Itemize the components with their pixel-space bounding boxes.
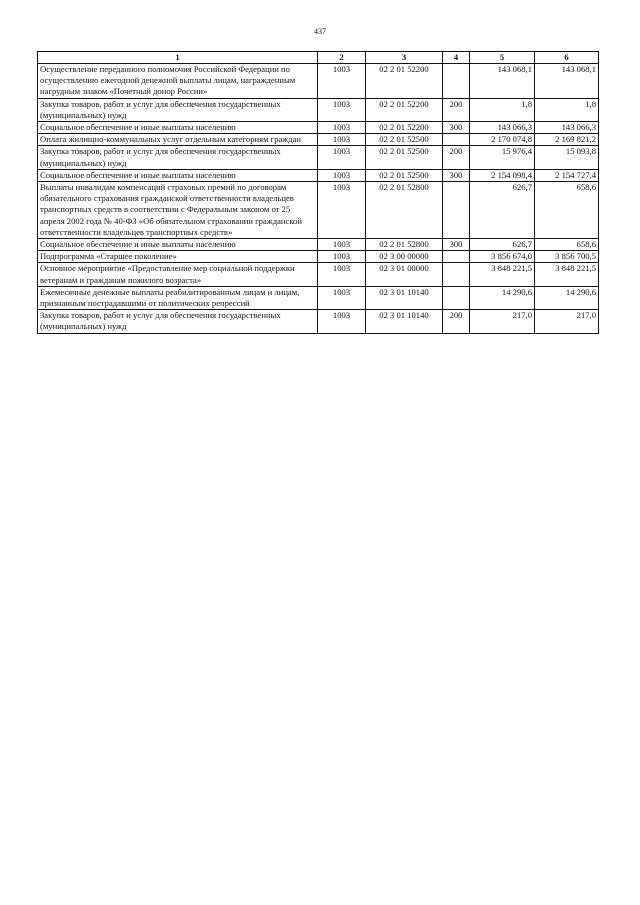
section-code-cell: 1003 bbox=[318, 169, 366, 181]
table-row bbox=[38, 182, 599, 239]
expense-type-cell bbox=[443, 251, 470, 263]
item-name-cell: Социальное обеспечение и иные выплаты населению bbox=[38, 169, 318, 181]
item-name-cell: Социальное обеспечение и иные выплаты населению bbox=[38, 239, 318, 251]
column-header: 5 bbox=[470, 52, 535, 64]
amount-cell: 143 066,3 bbox=[470, 122, 535, 134]
amount-cell: 1,8 bbox=[470, 98, 535, 121]
section-code-cell: 1003 bbox=[318, 239, 366, 251]
amount-cell: 626,7 bbox=[470, 182, 535, 239]
section-code-cell: 1003 bbox=[318, 146, 366, 169]
section-code-cell: 1003 bbox=[318, 64, 366, 99]
amount-cell: 217,0 bbox=[535, 310, 599, 333]
amount-cell: 658,6 bbox=[535, 182, 599, 239]
target-code-cell: 02 2 01 52800 bbox=[366, 182, 443, 239]
amount-cell: 143 068,1 bbox=[535, 64, 599, 99]
amount-cell: 658,6 bbox=[535, 239, 599, 251]
section-code-cell: 1003 bbox=[318, 98, 366, 121]
target-code-cell: 02 3 00 00000 bbox=[366, 251, 443, 263]
target-code-cell: 02 2 01 52500 bbox=[366, 134, 443, 146]
target-code-cell: 02 2 01 52800 bbox=[366, 239, 443, 251]
table-row bbox=[38, 98, 599, 121]
expense-type-cell: 200 bbox=[443, 310, 470, 333]
expense-type-cell bbox=[443, 182, 470, 239]
target-code-cell: 02 2 01 52500 bbox=[366, 146, 443, 169]
table-row bbox=[38, 239, 599, 251]
amount-cell: 2 154 098,4 bbox=[470, 169, 535, 181]
amount-cell: 2 170 074,8 bbox=[470, 134, 535, 146]
budget-table bbox=[37, 51, 599, 334]
amount-cell: 1,8 bbox=[535, 98, 599, 121]
amount-cell: 15 093,8 bbox=[535, 146, 599, 169]
target-code-cell: 02 3 01 00000 bbox=[366, 263, 443, 286]
item-name-cell: Закупка товаров, работ и услуг для обеспечения государственных (муниципальных) нужд bbox=[38, 310, 318, 333]
table-row bbox=[38, 263, 599, 286]
amount-cell: 3 848 221,5 bbox=[535, 263, 599, 286]
expense-type-cell bbox=[443, 64, 470, 99]
item-name-cell: Ежемесячные денежные выплаты реабилитированным лицам и лицам, признанным пострадавшими от политических репрессий bbox=[38, 286, 318, 309]
item-name-cell: Закупка товаров, работ и услуг для обеспечения государственных (муниципальных) нужд bbox=[38, 98, 318, 121]
column-header: 3 bbox=[366, 52, 443, 64]
amount-cell: 3 848 221,5 bbox=[470, 263, 535, 286]
table-row bbox=[38, 251, 599, 263]
column-header: 6 bbox=[535, 52, 599, 64]
amount-cell: 626,7 bbox=[470, 239, 535, 251]
amount-cell: 14 290,6 bbox=[535, 286, 599, 309]
section-code-cell: 1003 bbox=[318, 182, 366, 239]
expense-type-cell bbox=[443, 134, 470, 146]
column-header: 1 bbox=[38, 52, 318, 64]
table-row bbox=[38, 286, 599, 309]
expense-type-cell: 200 bbox=[443, 146, 470, 169]
section-code-cell: 1003 bbox=[318, 286, 366, 309]
amount-cell: 2 169 821,2 bbox=[535, 134, 599, 146]
table-row bbox=[38, 134, 599, 146]
item-name-cell: Осуществление переданного полномочия Российской Федерации по осуществлению ежегодной денежной выплаты лицам, награжденным нагрудным знаком «Почетный донор России» bbox=[38, 64, 318, 99]
amount-cell: 217,0 bbox=[470, 310, 535, 333]
table-row bbox=[38, 122, 599, 134]
column-header: 2 bbox=[318, 52, 366, 64]
expense-type-cell bbox=[443, 263, 470, 286]
target-code-cell: 02 2 01 52200 bbox=[366, 64, 443, 99]
item-name-cell: Основное мероприятие «Предоставление мер социальной поддержки ветеранам и гражданам пожилого возраста» bbox=[38, 263, 318, 286]
amount-cell: 143 068,1 bbox=[470, 64, 535, 99]
header-row bbox=[38, 52, 599, 64]
target-code-cell: 02 3 01 10140 bbox=[366, 286, 443, 309]
expense-type-cell: 200 bbox=[443, 98, 470, 121]
amount-cell: 14 290,6 bbox=[470, 286, 535, 309]
column-header: 4 bbox=[443, 52, 470, 64]
target-code-cell: 02 3 01 10140 bbox=[366, 310, 443, 333]
expense-type-cell bbox=[443, 286, 470, 309]
item-name-cell: Социальное обеспечение и иные выплаты населению bbox=[38, 122, 318, 134]
section-code-cell: 1003 bbox=[318, 134, 366, 146]
amount-cell: 143 066,3 bbox=[535, 122, 599, 134]
expense-type-cell: 300 bbox=[443, 239, 470, 251]
expense-type-cell: 300 bbox=[443, 169, 470, 181]
target-code-cell: 02 2 01 52500 bbox=[366, 169, 443, 181]
target-code-cell: 02 2 01 52200 bbox=[366, 98, 443, 121]
table-row bbox=[38, 310, 599, 333]
target-code-cell: 02 2 01 52200 bbox=[366, 122, 443, 134]
amount-cell: 15 976,4 bbox=[470, 146, 535, 169]
page-number: 437 bbox=[314, 27, 326, 36]
section-code-cell: 1003 bbox=[318, 122, 366, 134]
table-row bbox=[38, 146, 599, 169]
section-code-cell: 1003 bbox=[318, 310, 366, 333]
section-code-cell: 1003 bbox=[318, 251, 366, 263]
amount-cell: 3 856 674,0 bbox=[470, 251, 535, 263]
expense-type-cell: 300 bbox=[443, 122, 470, 134]
section-code-cell: 1003 bbox=[318, 263, 366, 286]
table-row bbox=[38, 64, 599, 99]
item-name-cell: Оплата жилищно-коммунальных услуг отдельным категориям граждан bbox=[38, 134, 318, 146]
amount-cell: 2 154 727,4 bbox=[535, 169, 599, 181]
item-name-cell: Закупка товаров, работ и услуг для обеспечения государственных (муниципальных) нужд bbox=[38, 146, 318, 169]
table-row bbox=[38, 169, 599, 181]
amount-cell: 3 856 700,5 bbox=[535, 251, 599, 263]
item-name-cell: Выплаты инвалидам компенсаций страховых премий по договорам обязательного страхования гражданской ответственности владельцев транспортных средств в соответствии с Федеральным законом от 25 апреля 2002 года № 40-ФЗ «Об обязательном страховании гражданской ответственности владельцев транспортных средств» bbox=[38, 182, 318, 239]
item-name-cell: Подпрограмма «Старшее поколение» bbox=[38, 251, 318, 263]
